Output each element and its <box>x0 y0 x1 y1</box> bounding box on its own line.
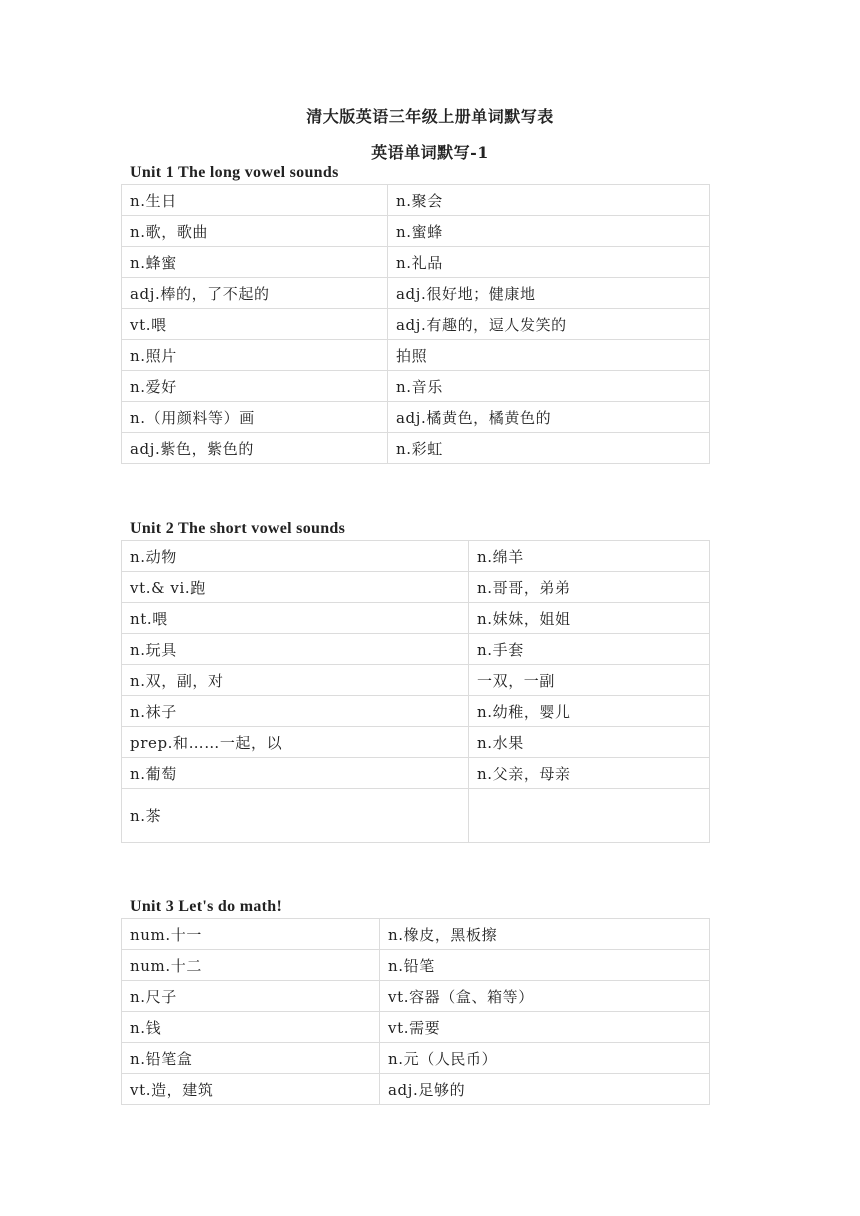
table-cell: n.照片 <box>122 340 388 371</box>
table-cell: n.蜂蜜 <box>122 247 388 278</box>
table-row <box>122 634 710 665</box>
unit-1-heading: Unit 1 The long vowel sounds <box>130 164 339 181</box>
table-cell: n.葡萄 <box>122 758 469 789</box>
unit-2-heading: Unit 2 The short vowel sounds <box>130 520 346 537</box>
table-row <box>122 278 710 309</box>
table-cell: vt.容器（盒、箱等） <box>380 981 710 1012</box>
table-row <box>122 340 710 371</box>
table-row <box>122 603 710 634</box>
table-row <box>122 371 710 402</box>
table-row <box>122 247 710 278</box>
table-cell: n.尺子 <box>122 981 380 1012</box>
table-cell: n.茶 <box>122 789 469 843</box>
table-cell: n.幼稚，婴儿 <box>469 696 710 727</box>
table-cell: n.袜子 <box>122 696 469 727</box>
table-cell: vt.喂 <box>122 309 388 340</box>
table-cell: n.手套 <box>469 634 710 665</box>
table-row <box>122 541 710 572</box>
table-row <box>122 185 710 216</box>
table-row <box>122 1012 710 1043</box>
table-row <box>122 696 710 727</box>
table-cell: n.铅笔 <box>380 950 710 981</box>
table-row <box>122 665 710 696</box>
table-row <box>122 572 710 603</box>
table-cell: n.（用颜料等）画 <box>122 402 388 433</box>
table-row <box>122 789 710 843</box>
unit-3-heading: Unit 3 Let's do math! <box>130 898 283 915</box>
table-row <box>122 433 710 464</box>
table-cell: n.音乐 <box>388 371 710 402</box>
table-cell: nt.喂 <box>122 603 469 634</box>
table-cell: n.玩具 <box>122 634 469 665</box>
table-cell: n.双，副，对 <box>122 665 469 696</box>
table-cell: prep.和……一起，以 <box>122 727 469 758</box>
table-cell <box>469 789 710 843</box>
table-row <box>122 919 710 950</box>
table-cell: num.十二 <box>122 950 380 981</box>
table-cell: adj.橘黄色，橘黄色的 <box>388 402 710 433</box>
unit-1-table <box>121 184 710 464</box>
table-row <box>122 727 710 758</box>
table-cell: n.元（人民币） <box>380 1043 710 1074</box>
table-row <box>122 216 710 247</box>
table-cell: vt.造，建筑 <box>122 1074 380 1105</box>
table-row <box>122 402 710 433</box>
table-cell: n.哥哥，弟弟 <box>469 572 710 603</box>
table-cell: n.父亲，母亲 <box>469 758 710 789</box>
table-cell: adj.足够的 <box>380 1074 710 1105</box>
table-row <box>122 758 710 789</box>
table-row <box>122 1074 710 1105</box>
table-row <box>122 950 710 981</box>
table-cell: num.十一 <box>122 919 380 950</box>
table-cell: n.聚会 <box>388 185 710 216</box>
table-cell: adj.棒的，了不起的 <box>122 278 388 309</box>
table-cell: n.彩虹 <box>388 433 710 464</box>
table-cell: n.妹妹，姐姐 <box>469 603 710 634</box>
table-cell: n.蜜蜂 <box>388 216 710 247</box>
table-cell: n.礼品 <box>388 247 710 278</box>
table-cell: n.爱好 <box>122 371 388 402</box>
table-cell: adj.紫色，紫色的 <box>122 433 388 464</box>
table-cell: n.水果 <box>469 727 710 758</box>
page-title: 清大版英语三年级上册单词默写表 <box>306 107 554 126</box>
unit-2-table <box>121 540 710 843</box>
table-cell: n.生日 <box>122 185 388 216</box>
table-row <box>122 1043 710 1074</box>
table-cell: n.动物 <box>122 541 469 572</box>
table-row <box>122 309 710 340</box>
unit-3-table <box>121 918 710 1105</box>
table-cell: vt.需要 <box>380 1012 710 1043</box>
table-cell: 一双，一副 <box>469 665 710 696</box>
table-cell: adj.有趣的，逗人发笑的 <box>388 309 710 340</box>
table-cell: vt.& vi.跑 <box>122 572 469 603</box>
table-cell: n.铅笔盒 <box>122 1043 380 1074</box>
table-cell: 拍照 <box>388 340 710 371</box>
table-cell: n.绵羊 <box>469 541 710 572</box>
table-cell: n.橡皮，黑板擦 <box>380 919 710 950</box>
table-cell: n.钱 <box>122 1012 380 1043</box>
page-subtitle: 英语单词默写-1 <box>371 143 489 162</box>
table-cell: adj.很好地；健康地 <box>388 278 710 309</box>
table-cell: n.歌，歌曲 <box>122 216 388 247</box>
table-row <box>122 981 710 1012</box>
